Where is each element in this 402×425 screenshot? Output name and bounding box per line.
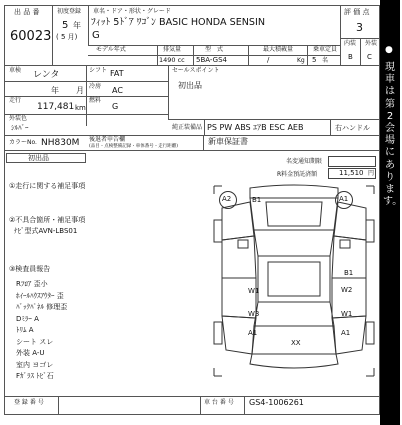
color-code: NH830M xyxy=(41,138,80,148)
capacity-value: 5 xyxy=(312,56,317,64)
divider xyxy=(200,396,201,415)
divider xyxy=(86,135,380,136)
type-code: 5BA-GS4 xyxy=(196,56,227,64)
damage-mark: B1 xyxy=(344,269,354,277)
capacity-label: 乗車定員 xyxy=(313,46,338,53)
type-label: 型 式 xyxy=(205,46,224,53)
month-value: ( 5 月) xyxy=(56,33,78,41)
mileage-label: 走行 xyxy=(9,97,22,104)
damage-mark: A1 xyxy=(341,329,351,337)
inspector-line: シート スレ xyxy=(16,338,54,346)
recycle-note: (品目・点検整備記録・車体番号・走行距離) xyxy=(89,144,179,149)
divider xyxy=(168,65,169,119)
exterior-grade: C xyxy=(367,53,372,61)
divider xyxy=(330,119,331,135)
year-value: 5 xyxy=(62,20,69,31)
inspection-value: レンタ xyxy=(33,70,60,80)
damage-mark: XX xyxy=(291,339,301,347)
inspector-label: ③検査員報告 xyxy=(9,265,51,273)
divider xyxy=(58,396,59,415)
fuel-label: 燃料 xyxy=(89,97,102,104)
fuel-value: G xyxy=(112,102,119,111)
mileage-value: 117,481 xyxy=(37,102,75,112)
yen-unit: 円 xyxy=(368,170,375,177)
car-name-line2: G xyxy=(92,30,100,41)
inspector-line: ﾊﾞｯｸﾊﾟﾈﾙ 修理歪 xyxy=(16,303,68,311)
registration-label: 登 録 番 号 xyxy=(14,399,44,406)
divider xyxy=(203,135,204,150)
lot-label: 出 品 番 xyxy=(14,8,40,16)
divider xyxy=(340,5,341,65)
selling-point: 初出品 xyxy=(178,81,202,90)
venue-notice-banner xyxy=(380,0,400,425)
car-name: ﾌｨｯﾄ 5ﾄﾞｱ ﾜｺﾞﾝ BASIC HONDA SENSIN xyxy=(91,17,266,28)
divider xyxy=(157,45,158,65)
damage-mark: W2 xyxy=(341,286,353,294)
people-unit: 名 xyxy=(322,57,329,64)
selling-point-label: セールスポイント xyxy=(172,67,220,74)
equipment-label: 純正装備品 xyxy=(172,124,203,131)
divider xyxy=(4,96,168,97)
lot-number: 60023 xyxy=(10,29,52,44)
fee-box xyxy=(328,156,376,167)
divider xyxy=(4,396,380,397)
divider xyxy=(248,45,249,65)
divider xyxy=(193,45,194,65)
exterior-label: 外装 xyxy=(365,40,378,47)
interior-label: 内装 xyxy=(344,40,357,47)
score-value: 3 xyxy=(356,21,363,34)
divider xyxy=(307,45,308,65)
max-load: / xyxy=(267,56,270,64)
car-diagram xyxy=(210,182,378,380)
divider xyxy=(204,119,205,135)
divider xyxy=(244,396,245,415)
interior-grade: B xyxy=(348,53,353,61)
first-listing: 初出品 xyxy=(28,154,49,162)
shift-value: FAT xyxy=(110,69,124,78)
displacement-value: 1490 cc xyxy=(159,56,185,64)
divider xyxy=(168,119,380,120)
divider xyxy=(4,135,86,136)
divider xyxy=(88,5,89,45)
year-unit: 年 xyxy=(73,21,81,30)
divider xyxy=(4,150,380,151)
shift-label: シフト xyxy=(89,67,108,74)
divider xyxy=(360,38,361,65)
deposit-value: 11,510 xyxy=(339,169,364,177)
divider xyxy=(4,81,168,82)
inspector-line: ﾄﾘﾑ A xyxy=(16,326,34,334)
chassis-number: GS4-1006261 xyxy=(249,398,304,407)
ac-value: AC xyxy=(112,86,123,95)
damage-mark: W3 xyxy=(248,310,260,318)
inspector-line: Rﾌﾛｱ 歪小 xyxy=(16,280,48,288)
inspector-line: 室内 ヨゴレ xyxy=(16,361,54,369)
equipment-value: PS PW ABS ｴｱB ESC AEB xyxy=(207,123,304,132)
ac-label: 冷房 xyxy=(89,83,102,90)
inspection-label: 車検 xyxy=(9,67,22,74)
damage-mark: A1 xyxy=(248,329,258,337)
divider xyxy=(52,5,53,65)
inspector-line: Dﾐﾗｰ A xyxy=(16,315,39,323)
damage-mark: W1 xyxy=(341,310,353,318)
km-unit: km xyxy=(75,104,86,112)
inspector-line: 外装 A-U xyxy=(16,349,45,357)
recycle-label: 後退者申告欄 xyxy=(89,136,126,143)
color-code-label: カラーNo. xyxy=(9,139,37,146)
defect-notes-label: ②不具合箇所・補足事項 xyxy=(9,216,86,224)
chassis-label: 車 台 番 号 xyxy=(204,399,234,406)
warranty-value: 新車保証書 xyxy=(208,137,248,146)
deposit-label: R料金預託済額 xyxy=(277,171,318,178)
divider xyxy=(4,65,380,66)
color-value: ｼﾙﾊﾞｰ xyxy=(11,124,29,132)
model-year-label: モデル年式 xyxy=(96,46,126,53)
venue-notice: 現車は第2会場にあります。 xyxy=(383,62,402,208)
damage-mark: W1 xyxy=(248,287,260,295)
damage-mark: B1 xyxy=(252,196,262,204)
damage-mark: A2 xyxy=(222,195,232,203)
kg-unit: Kg xyxy=(297,57,305,64)
handle-value: 右ハンドル xyxy=(335,124,370,132)
defect-line-1: ﾅﾋﾞ型式AVN-LBS01 xyxy=(14,227,78,235)
year-label: 初度登録 xyxy=(57,8,82,15)
month-unit: 月 xyxy=(76,86,84,95)
year-unit-2: 年 xyxy=(51,86,59,95)
score-label: 評 価 点 xyxy=(344,8,370,16)
displacement-label: 排気量 xyxy=(163,46,182,53)
ride-notes-label: ①走行に関する補足事項 xyxy=(9,182,86,190)
inspector-line: Fｶﾞﾗｽ ﾄﾋﾞ石 xyxy=(16,372,54,380)
model-label: 車名・ドア・形状・グレード xyxy=(93,8,171,15)
max-load-label: 最大積載量 xyxy=(263,46,294,53)
divider xyxy=(4,114,168,115)
damage-mark: A1 xyxy=(339,195,349,203)
recycle-fee-label: 名変通知期限 xyxy=(286,158,323,165)
sidebar-dot: ● xyxy=(385,45,393,55)
color-label: 外装色 xyxy=(9,115,28,122)
inspector-line: ﾎｲｰﾙﾊｳｽｱｳﾀｰ 歪 xyxy=(16,292,64,300)
